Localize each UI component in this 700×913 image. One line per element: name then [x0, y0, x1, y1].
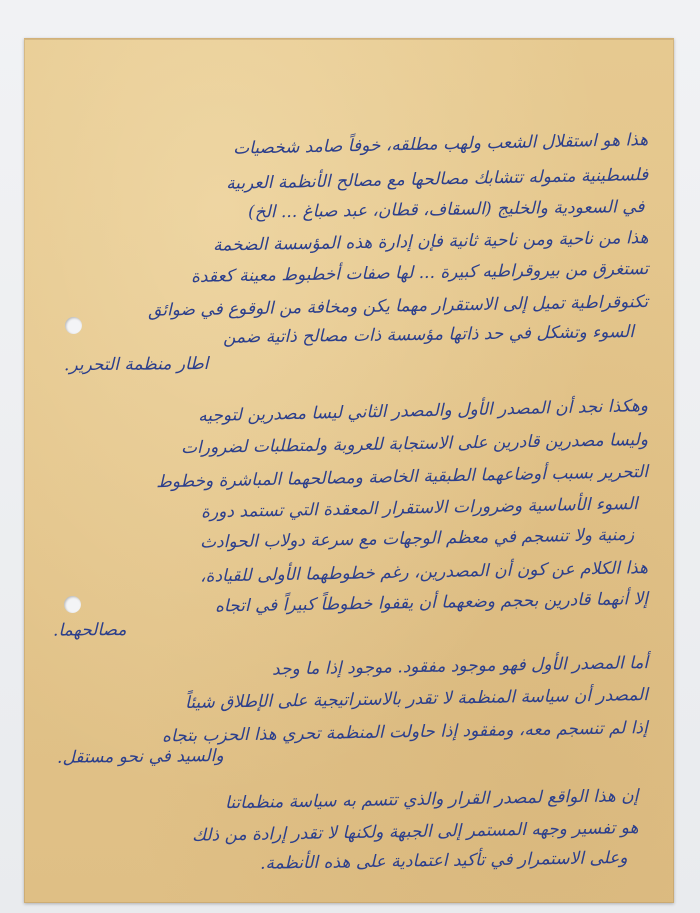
text-line: هذا هو استقلال الشعب ولهب مطلقه، خوفاً صامد شخصيات [232, 130, 649, 159]
letter-page [24, 38, 674, 903]
text-line: أما المصدر الأول فهو موجود مفقود. موجود إذا ما وجد [271, 653, 649, 680]
text-line: والسيد في نحو مستقل. [57, 746, 225, 768]
text-line: في السعودية والخليج (السقاف، قطان، عبد صباغ ... الخ) [247, 197, 645, 223]
text-line: اطار منظمة التحرير. [63, 354, 209, 376]
text-line: السوء وتشكل في حد ذاتها مؤسسة ذات مصالح ذاتية ضمن [222, 322, 635, 348]
text-line: وعلى الاستمرار في تأكيد اعتمادية على هذه الأنظمة. [260, 848, 629, 874]
text-line: وهكذا نجد أن المصدر الأول والمصدر الثاني ليسا مصدرين لتوجيه [197, 396, 649, 427]
text-line: المصدر أن سياسة المنظمة لا تقدر بالاستراتيجية على الإطلاق شيئاً [184, 685, 649, 714]
handwritten-text-block [24, 39, 674, 903]
text-line: إن هذا الواقع لمصدر القرار والذي تتسم به سياسة منظماتنا [224, 786, 639, 814]
text-line: التحرير بسبب أوضاعهما الطبقية الخاصة ومصالحهما المباشرة وخطوط [155, 462, 649, 493]
text-line: وليسا مصدرين قادرين على الاستجابة للعروبة ولمتطلبات لضرورات [180, 430, 649, 459]
text-line: إذا لم تنسجم معه، ومفقود إذا حاولت المنظمة تحري هذا الحزب بتجاه [162, 718, 649, 747]
text-line: تكنوقراطية تميل إلى الاستقرار مهما يكن ومخافة من الوقوع في ضوائق [147, 292, 649, 321]
text-line: مصالحهما. [52, 620, 127, 641]
text-line: تستغرق من بيروقراطيه كبيرة ... لها صفات أخطبوط معينة كعقدة [190, 259, 649, 287]
text-line: زمنية ولا تنسجم في معظم الوجهات مع سرعة دولاب الحوادث [199, 525, 635, 553]
text-line: فلسطينية متموله تتشابك مصالحها مع مصالح الأنظمة العربية [225, 165, 649, 194]
text-line: السوء الأساسية وضرورات الاستقرار المعقدة التي تستمد دورة [201, 494, 639, 523]
text-line: إلا أنهما قادرين بحجم وضعهما أن يقفوا خطوطاً كبيراً في اتجاه [214, 589, 649, 617]
text-line: هذا الكلام عن كون أن المصدرين، رغم خطوطهما الأولى للقيادة، [199, 558, 649, 587]
text-line: هذا من ناحية ومن ناحية ثانية فإن إدارة هذه المؤسسة الضخمة [212, 228, 649, 256]
text-line: هو تفسير وجهه المستمر إلى الجبهة ولكنها لا تقدر إرادة من ذلك [191, 818, 639, 846]
